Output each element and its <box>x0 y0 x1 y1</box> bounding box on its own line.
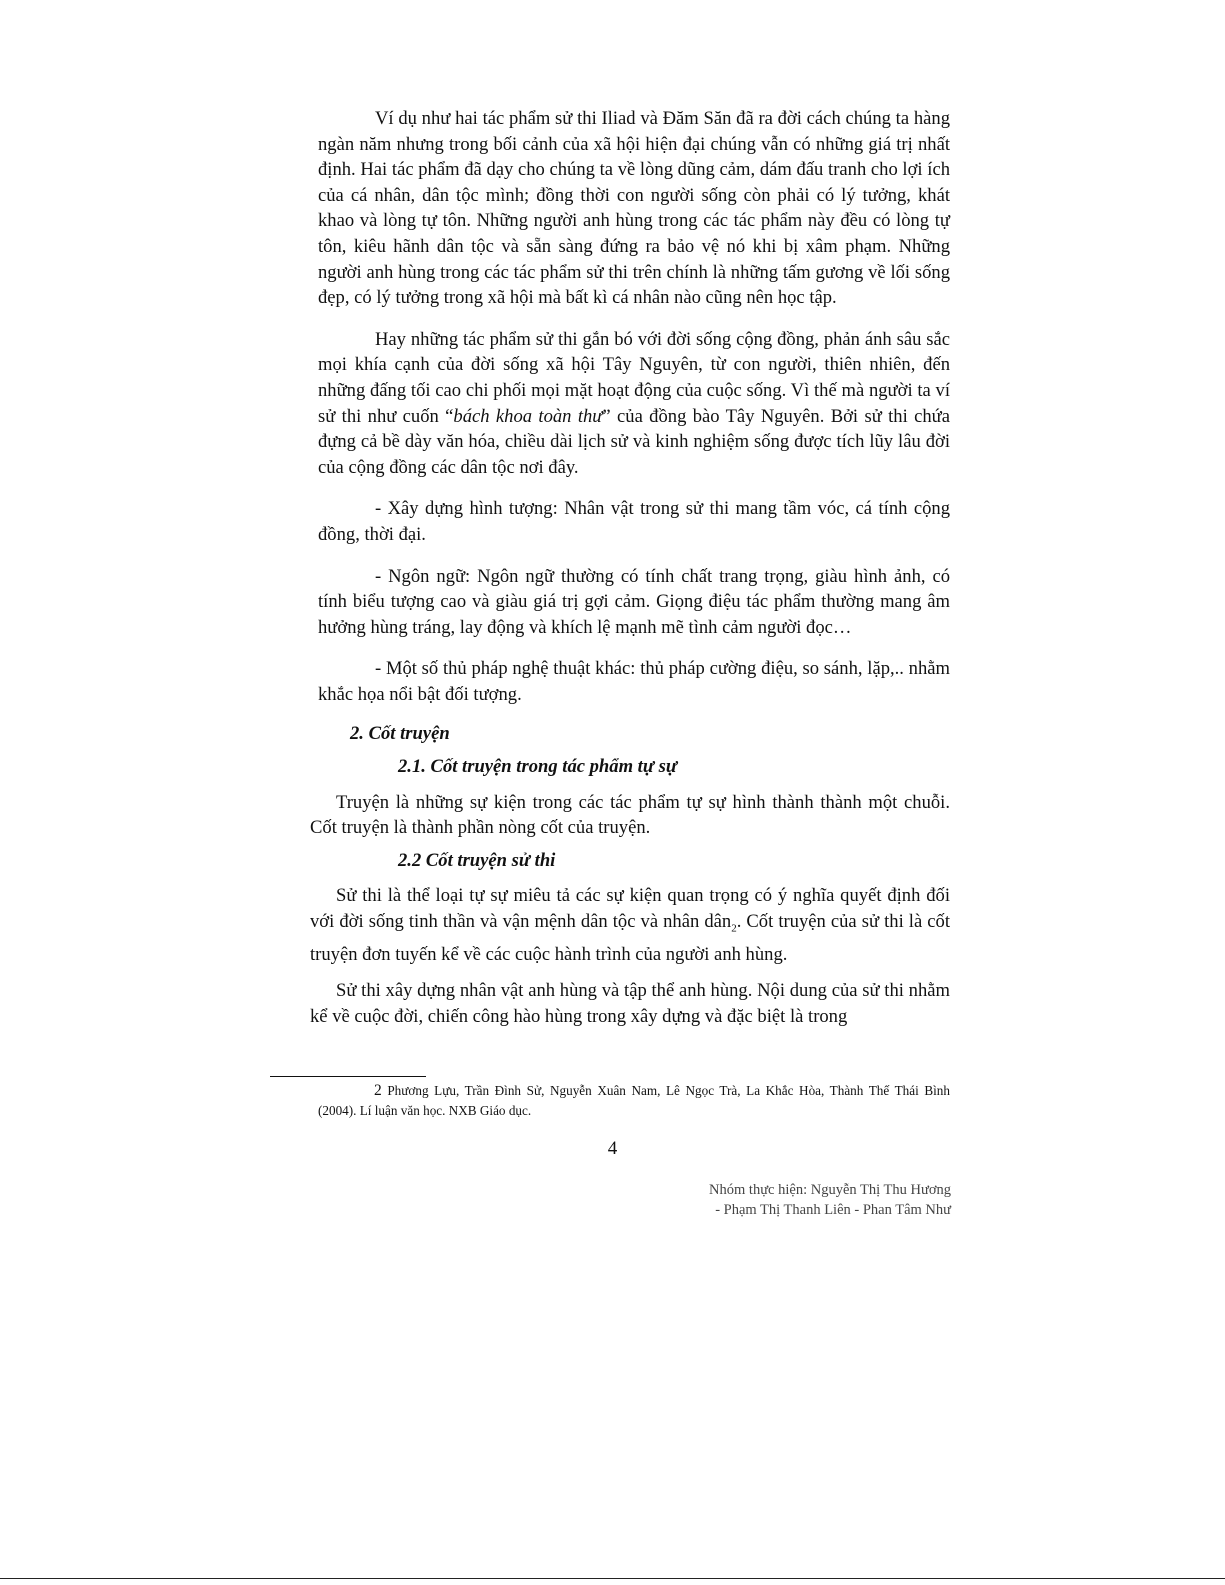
heading-plot-epic: 2.2 Cốt truyện sử thi <box>398 849 556 871</box>
footnote-text: Phương Lựu, Trần Đình Sử, Nguyễn Xuân Nam, Lê Ngọc Trà, La Khắc Hòa, Thành Thế Thái Bình (2004). Lí luận văn học. NXB Giáo dục. <box>318 1083 950 1118</box>
paragraph-text: ” của đồng bào Tây Nguyên. Bởi sử thi chứa đựng cả bề dày văn hóa, chiều dài lịch sử và kinh nghiệm sống được tích lũy lâu đời của cộng đồng các dân tộc nơi đây. <box>318 405 950 478</box>
paragraph-community-life <box>318 327 950 481</box>
page-footer <box>709 1180 951 1220</box>
paragraph-iliad-dam-san: Ví dụ như hai tác phẩm sử thi Iliad và Đăm Săn đã ra đời cách chúng ta hàng ngàn năm nhưng trong bối cảnh của xã hội hiện đại chúng vẫn có những giá trị nhất định. Hai tác phẩm đã dạy cho chúng ta về lòng dũng cảm, dám đấu tranh cho lợi ích của cá nhân, dân tộc mình; đồng thời con người sống còn phải có lý tưởng, khát khao và lòng tự tôn. Những người anh hùng trong các tác phẩm này đều có lòng tự tôn, kiêu hãnh dân tộc và sẵn sàng đứng ra bảo vệ nó khi bị xâm phạm. Những người anh hùng trong các tác phẩm sử thi trên chính là những tấm gương về lối sống đẹp, có lý tưởng trong xã hội mà bất kì cá nhân nào cũng nên học tập. <box>318 108 950 309</box>
paragraph-epic-heroes: Sử thi xây dựng nhân vật anh hùng và tập thể anh hùng. Nội dung của sử thi nhằm kể về cuộc đời, chiến công hào hùng trong xây dựng và đặc biệt là trong <box>310 979 950 1027</box>
paragraph-text: Hay những tác phẩm sử thi gắn bó với đời sống cộng đồng, phản ánh sâu sắc mọi khía cạnh của đời sống xã hội Tây Nguyên, từ con người, thiên nhiên, đến những đấng tối cao chi phối mọi mặt hoạt động của cuộc sống. Vì thế mà người ta ví sử thi như cuốn “ <box>318 328 950 427</box>
footer-line: Nhóm thực hiện: Nguyễn Thị Thu Hương <box>709 1182 951 1198</box>
paragraph-plot-definition: Truyện là những sự kiện trong các tác phẩm tự sự hình thành thành một chuỗi. Cốt truyện là thành phần nòng cốt của truyện. <box>310 791 950 839</box>
bottom-edge-line <box>0 1578 1225 1579</box>
footnote-reference: 2 <box>731 922 737 935</box>
italic-phrase: bách khoa toàn thư <box>453 405 603 427</box>
footnote <box>318 1081 950 1121</box>
paragraph-techniques: - Một số thủ pháp nghệ thuật khác: thủ pháp cường điệu, so sánh, lặp,.. nhằm khắc họa nổi bật đối tượng. <box>318 658 950 705</box>
paragraph-text: Sử thi là thể loại tự sự miêu tả các sự kiện quan trọng có ý nghĩa quyết định đối với đời sống tinh thần và vận mệnh dân tộc và nhân dân <box>310 885 950 933</box>
heading-plot: 2. Cốt truyện <box>350 723 450 745</box>
heading-plot-narrative: 2.1. Cốt truyện trong tác phẩm tự sự <box>398 756 678 778</box>
footnote-separator <box>270 1076 426 1077</box>
body-text <box>310 106 950 1029</box>
paragraph-character-building: - Xây dựng hình tượng: Nhân vật trong sử thi mang tầm vóc, cá tính cộng đồng, thời đại. <box>318 498 950 545</box>
paragraph-language: - Ngôn ngữ: Ngôn ngữ thường có tính chất trang trọng, giàu hình ảnh, có tính biểu tượng cao và giàu giá trị gợi cảm. Giọng điệu tác phẩm thường mang âm hưởng hùng tráng, lay động và khích lệ mạnh mẽ tình cảm người đọc… <box>318 565 950 638</box>
paragraph-epic-definition <box>310 883 950 968</box>
page-number: 4 <box>607 1138 618 1159</box>
footer-line: - Phạm Thị Thanh Liên - Phan Tâm Như <box>715 1202 951 1218</box>
paragraph-text: . Cốt truyện của sử thi là cốt truyện đơn tuyến kể về các cuộc hành trình của người anh hùng. <box>310 911 950 966</box>
footnote-number: 2 <box>374 1082 382 1099</box>
